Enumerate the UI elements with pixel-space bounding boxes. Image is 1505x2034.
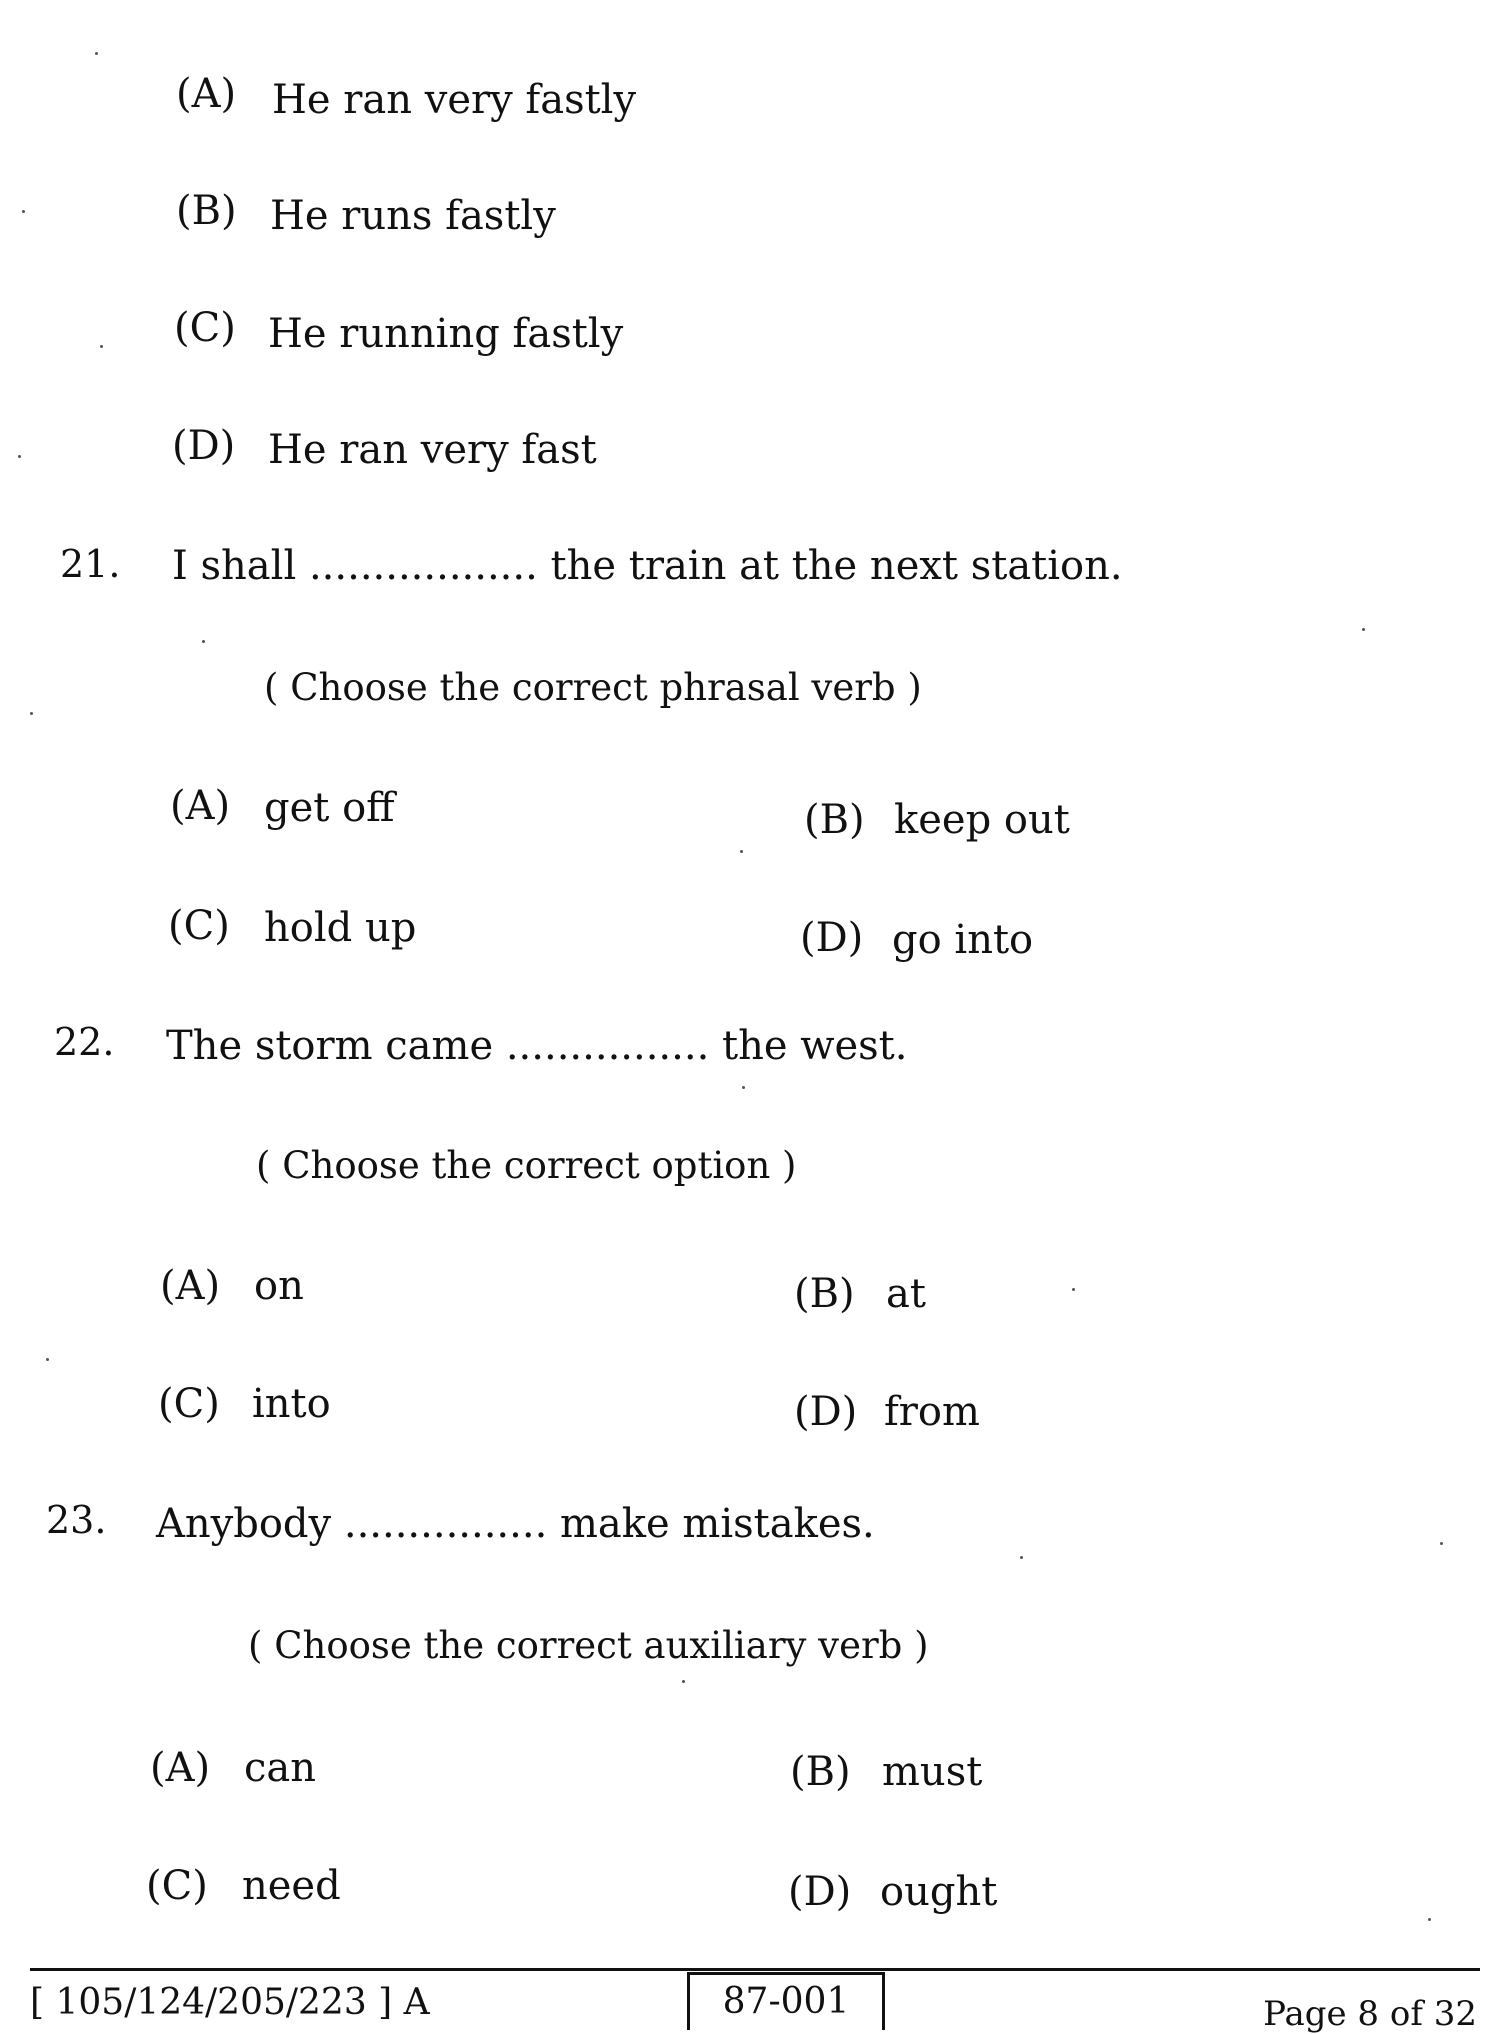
scan-speck xyxy=(46,1358,49,1361)
booklet-code-box xyxy=(687,1972,885,2030)
scan-speck xyxy=(30,712,33,715)
option-text: He running fastly xyxy=(268,311,624,357)
scan-speck xyxy=(95,52,98,55)
option-text: from xyxy=(884,1389,980,1435)
option-label: (A) xyxy=(170,783,231,829)
option-text: hold up xyxy=(264,905,417,951)
option-label: (D) xyxy=(800,915,864,961)
page-indicator: Page 8 of 32 xyxy=(1263,1994,1477,2034)
option-text: must xyxy=(882,1749,983,1795)
option-text: get off xyxy=(264,785,395,831)
question-instruction: ( Choose the correct auxiliary verb ) xyxy=(248,1624,929,1667)
option-label: (C) xyxy=(158,1381,220,1427)
booklet-code: 87-001 xyxy=(722,1981,850,2022)
option-text: into xyxy=(252,1381,331,1427)
option-label: (B) xyxy=(790,1749,851,1795)
option-text: keep out xyxy=(894,797,1070,843)
option-label: (C) xyxy=(174,305,236,351)
footer-divider xyxy=(30,1968,1480,1971)
option-label: (C) xyxy=(168,903,230,949)
option-text: on xyxy=(254,1263,304,1309)
paper-codes: [ 105/124/205/223 ] A xyxy=(30,1982,430,2023)
option-label: (A) xyxy=(160,1263,221,1309)
question-instruction: ( Choose the correct phrasal verb ) xyxy=(264,666,922,709)
scan-speck xyxy=(202,640,205,643)
option-text: at xyxy=(886,1271,926,1317)
option-text: can xyxy=(244,1745,317,1791)
option-label: (D) xyxy=(172,423,236,469)
option-text: He runs fastly xyxy=(270,193,556,239)
question-number: 22. xyxy=(54,1020,115,1064)
option-text: go into xyxy=(892,917,1034,963)
option-label: (C) xyxy=(146,1863,208,1909)
scan-speck xyxy=(740,850,743,853)
option-label: (B) xyxy=(176,188,237,234)
scan-speck xyxy=(1362,628,1365,631)
option-label: (D) xyxy=(794,1389,858,1435)
scan-speck xyxy=(1440,1542,1443,1545)
question-stem: I shall .................. the train at the next station. xyxy=(172,543,1123,589)
question-number: 21. xyxy=(60,542,121,586)
question-stem: Anybody ................ make mistakes. xyxy=(156,1501,875,1547)
option-label: (A) xyxy=(176,71,237,117)
scan-speck xyxy=(742,1086,745,1089)
scan-speck xyxy=(1072,1288,1075,1291)
option-text: He ran very fast xyxy=(268,427,597,473)
option-label: (A) xyxy=(150,1745,211,1791)
scan-speck xyxy=(100,345,103,348)
scan-speck xyxy=(682,1680,685,1683)
scan-speck xyxy=(22,210,25,213)
scan-speck xyxy=(1428,1918,1431,1921)
option-label: (D) xyxy=(788,1869,852,1915)
option-text: need xyxy=(242,1863,341,1909)
question-instruction: ( Choose the correct option ) xyxy=(256,1144,797,1187)
option-text: He ran very fastly xyxy=(272,77,637,123)
scan-speck xyxy=(18,455,21,458)
question-number: 23. xyxy=(46,1498,107,1542)
question-stem: The storm came ................ the west. xyxy=(166,1023,908,1069)
option-text: ought xyxy=(880,1869,998,1915)
option-label: (B) xyxy=(804,797,865,843)
option-label: (B) xyxy=(794,1271,855,1317)
scan-speck xyxy=(1020,1556,1023,1559)
